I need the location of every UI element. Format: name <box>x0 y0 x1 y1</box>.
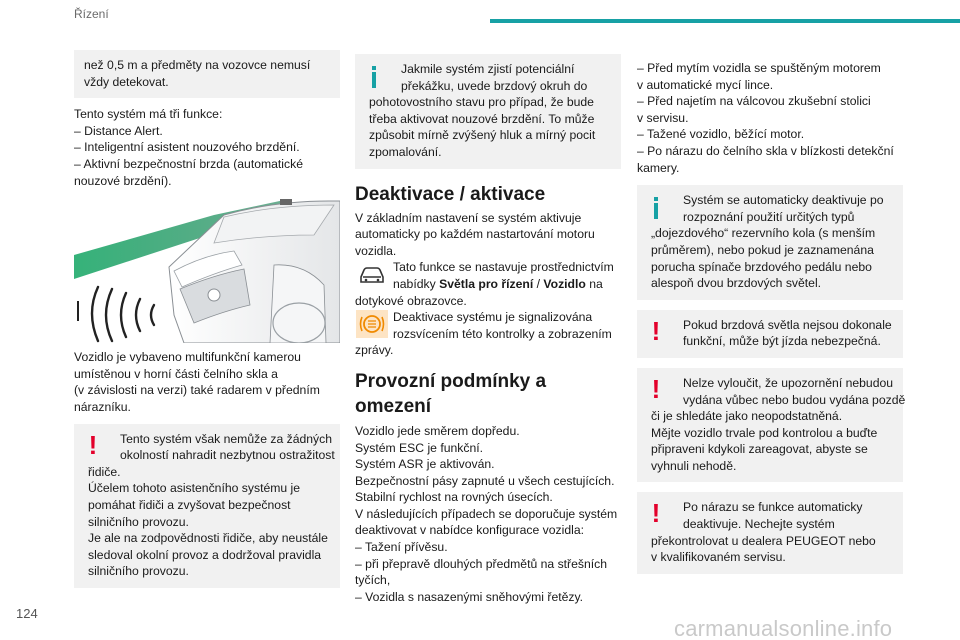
text-line: porucha spínače brzdového pedálu nebo <box>651 259 872 274</box>
brake-alert-icon <box>355 309 389 339</box>
text-line: silničního provozu. <box>88 564 189 579</box>
text-line: funkční, může být jízda nebezpečná. <box>683 334 881 349</box>
text-line: Nelze vyloučit, že upozornění nebudou <box>683 375 894 390</box>
text-line: vždy detekovat. <box>84 74 169 89</box>
text-line: – Před najetím na válcovou zkušební stolici <box>637 94 871 109</box>
text-line: zprávy. <box>355 343 394 358</box>
text-line: zpomalování. <box>369 144 442 159</box>
menu-suffix: na <box>585 276 603 291</box>
text-line: automaticky po každém nastartování motoru <box>355 227 595 242</box>
text-line: deaktivuje. Nechejte systém <box>683 517 835 532</box>
text-line: „dojezdového“ rezervního kola (s menším <box>651 226 876 241</box>
text-line: vydána vůbec nebo budou vydána pozdě <box>683 392 906 407</box>
text-line: průměrem), nebo pokud je zaznamenána <box>651 242 874 257</box>
text-line: okolností nahradit nezbytnou ostražitost <box>120 448 335 463</box>
column-3 <box>637 60 906 574</box>
text-line: dotykové obrazovce. <box>355 293 467 308</box>
text-line: V základním nastavení se systém aktivuje <box>355 210 582 225</box>
warning-box <box>637 492 903 573</box>
exclamation-icon: ! <box>651 373 661 404</box>
text-line: pohotovostního stavu pro případ, že bude <box>369 95 594 110</box>
text-line: vyhnuli nehodě. <box>651 458 737 473</box>
heading-line: omezení <box>355 395 432 417</box>
text-line <box>355 276 621 293</box>
text-line: než 0,5 m a předměty na vozovce nemusí <box>84 58 311 72</box>
column-2 <box>355 54 621 605</box>
heading-line: Provozní podmínky a <box>355 370 547 392</box>
text-line: rozsvícením této kontrolky a zobrazením <box>393 326 612 341</box>
car-icon <box>355 259 389 289</box>
text-line: způsobit mírně zvýšený hluk a mírný pocit <box>369 128 596 143</box>
text-line: připraveni kdykoli zareagovat, abyste se <box>651 442 868 457</box>
text-line: – Před mytím vozidla se spuštěným motorem <box>637 61 881 75</box>
text-line: Jakmile systém zjistí potenciální <box>401 62 575 76</box>
text-line: Bezpečnostní pásy zapnuté u všech cestujících. <box>355 473 615 488</box>
info-box <box>637 185 903 300</box>
text-line: Vozidlo je vybaveno multifunkční kamerou <box>74 350 301 365</box>
text-line: překontrolovat u dealera PEUGEOT nebo <box>651 533 876 548</box>
text-line: Systém se automaticky deaktivuje po <box>683 193 884 208</box>
page-number: 124 <box>16 606 38 621</box>
warning-box <box>74 424 340 588</box>
text-line: Tento systém však nemůže za žádných <box>120 431 333 446</box>
text-line: – Aktivní bezpečnostní brzda (automatické <box>74 156 303 171</box>
text-line: Deaktivace systému je signalizována <box>393 310 593 325</box>
text-line: rozpoznání použití určitých typů <box>683 209 855 224</box>
text-line: – při přepravě dlouhých předmětů na střešních <box>355 556 608 571</box>
menu-setting-text <box>355 259 621 309</box>
text-line: nárazníku. <box>74 399 131 414</box>
text-line: Systém ESC je funkční. <box>355 440 484 455</box>
text-line: Stabilní rychlost na rovných úsecích. <box>355 490 553 505</box>
watermark: carmanualsonline.info <box>674 616 893 640</box>
text-line: deaktivovat v nabídce konfigurace vozidla: <box>355 523 584 538</box>
text-line: sledoval okolní provoz a dodržoval pravidla <box>88 547 322 562</box>
deactivation-indicator-text <box>355 309 621 359</box>
exclamation-icon: ! <box>651 498 661 529</box>
text-line: – Distance Alert. <box>74 123 163 138</box>
text-line: – Tažení přívěsu. <box>355 540 448 555</box>
warning-box <box>637 310 903 358</box>
section-heading-deactivation: Deaktivace / aktivace <box>355 183 546 205</box>
text-line: Tato funkce se nastavuje prostřednictvím <box>393 260 614 275</box>
text-line: překážku, uvede brzdový okruh do <box>401 78 588 93</box>
text-line: pomáhat řidiči a zvyšovat bezpečnost <box>88 497 291 512</box>
text-line: V následujících případech se doporučuje systém <box>355 506 618 521</box>
menu-prefix: nabídky <box>393 276 440 291</box>
text-line: či je shledáte jako neopodstatněná. <box>651 409 843 424</box>
info-icon <box>647 197 665 219</box>
text-line: v servisu. <box>637 110 689 125</box>
text-line: Pokud brzdová světla nejsou dokonale <box>683 317 892 332</box>
text-line: umístěnou v horní části čelního skla a <box>74 366 278 381</box>
exclamation-icon: ! <box>88 429 98 460</box>
header-accent-bar <box>490 19 960 23</box>
text-line: nouzové brzdění). <box>74 173 172 188</box>
section-heading-conditions <box>355 369 621 419</box>
text-line: Mějte vozidlo trvale pod kontrolou a buďte <box>651 425 878 440</box>
text-line: – Tažené vozidlo, běžící motor. <box>637 127 805 142</box>
default-setting-text <box>355 210 621 260</box>
text-line: kamery. <box>637 160 680 175</box>
menu-separator: / <box>533 276 544 291</box>
text-line: vozidla. <box>355 243 397 258</box>
info-box <box>355 54 621 169</box>
text-line: – Po nárazu do čelního skla v blízkosti detekční <box>637 143 894 158</box>
camera-description <box>74 349 340 415</box>
column-1 <box>74 50 340 588</box>
car-radar-illustration <box>74 195 340 343</box>
text-line: Je ale na zodpovědnosti řidiče, aby neustále <box>88 531 328 546</box>
text-line: Systém ASR je aktivován. <box>355 457 495 472</box>
text-line: v kvalifikovaném servisu. <box>651 550 786 565</box>
exclamation-icon: ! <box>651 315 661 346</box>
menu-name-vehicle: Vozidlo <box>543 276 586 291</box>
text-line: – Inteligentní asistent nouzového brzdění. <box>74 140 300 155</box>
text-line: třeba aktivovat nouzové brzdění. To může <box>369 111 595 126</box>
warning-box <box>637 368 906 483</box>
text-line: alespoň dvou brzdových světel. <box>651 276 822 291</box>
text-line: Účelem tohoto asistenčního systému je <box>88 481 301 496</box>
text-line: silničního provozu. <box>88 514 189 529</box>
functions-list <box>74 106 340 189</box>
text-line: Po nárazu se funkce automaticky <box>683 500 863 515</box>
text-line: řidiče. <box>88 464 121 479</box>
text-line: tyčích, <box>355 573 391 588</box>
info-icon <box>365 66 383 88</box>
continuation-box <box>74 50 340 98</box>
conditions-text <box>355 423 621 606</box>
text-line: (v závislosti na verzi) také radarem v předním <box>74 383 320 398</box>
text-line: – Vozidla s nasazenými sněhovými řetězy. <box>355 589 584 604</box>
header-title: Řízení <box>74 7 109 21</box>
text-line: v automatické mycí lince. <box>637 77 774 92</box>
text-line: Tento systém má tři funkce: <box>74 107 223 122</box>
menu-name-lights: Světla pro řízení <box>439 276 534 291</box>
text-line: Vozidlo jede směrem dopředu. <box>355 423 520 438</box>
deactivation-cases-list <box>637 60 903 176</box>
